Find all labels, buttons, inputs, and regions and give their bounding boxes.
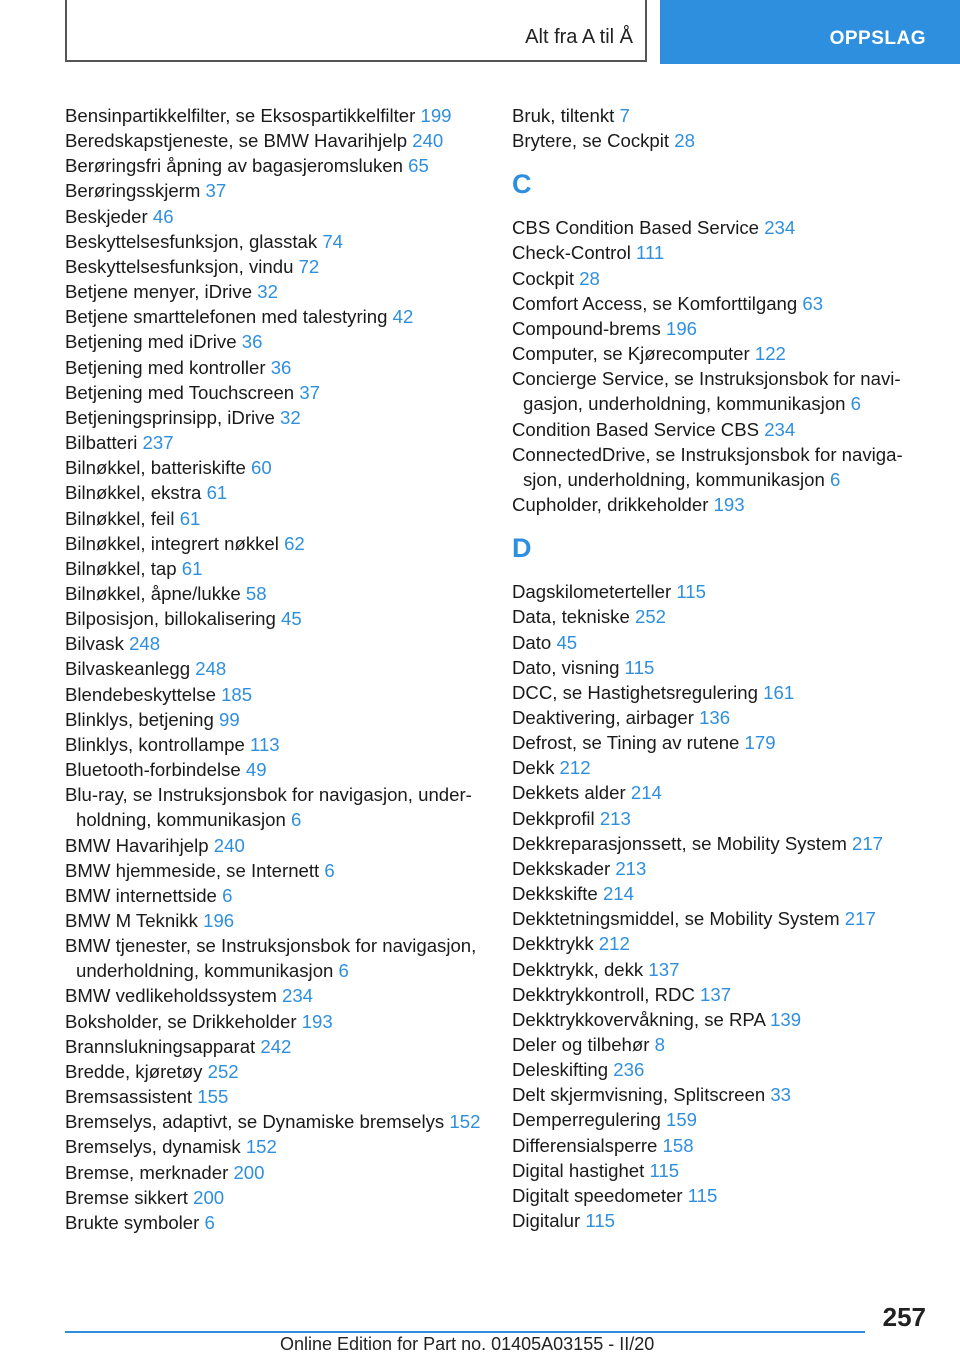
index-entry-term: Dekkets alder — [512, 782, 626, 804]
index-entry-page-link[interactable]: 111 — [636, 242, 665, 264]
index-entry-term: Deler og tilbehør — [512, 1034, 650, 1055]
index-entry-term: Concierge Service, se Instruksjonsbok for navigasjon, underholdning, kommunikasjon — [512, 368, 901, 415]
index-entry-term: Betjening med Touchscreen — [65, 381, 295, 403]
index-entry-page-link[interactable]: 214 — [630, 782, 662, 804]
index-entry — [65, 329, 485, 354]
index-entry-term: Computer, se Kjørecomputer — [512, 343, 750, 365]
index-entry-term: Compound-brems — [512, 317, 661, 339]
index-entry-page-link[interactable]: 65 — [408, 155, 429, 177]
index-entry-term: Dekk — [512, 757, 555, 779]
index-entry-term: Bremsassistent — [65, 1086, 193, 1108]
index-column-left — [65, 103, 485, 1235]
index-entry-page-link[interactable]: 6 — [204, 1211, 215, 1233]
index-entry-term: Bilnøkkel, batteriskifte — [65, 457, 246, 479]
index-entry-term: CBS Condition Based Service — [512, 217, 760, 239]
index-entry-term: Dekktrykk — [512, 933, 594, 955]
index-entry — [65, 757, 485, 782]
index-entry-page-link[interactable]: 155 — [197, 1086, 229, 1108]
page-number: 257 — [882, 1302, 926, 1332]
index-entry-page-link[interactable]: 179 — [744, 732, 776, 754]
index-entry-term: Bremse sikkert — [65, 1186, 188, 1208]
index-entry-term: Bremselys, dynamisk — [65, 1136, 241, 1158]
index-entry-page-link[interactable]: 217 — [844, 908, 876, 930]
index-entry-term: Bredde, kjøretøy — [65, 1060, 203, 1082]
index-entry-page-link[interactable]: 32 — [257, 281, 278, 303]
index-entry — [65, 455, 485, 480]
index-entry — [512, 630, 917, 655]
index-entry — [512, 266, 917, 291]
index-entry-term: Bilbatteri — [65, 432, 138, 454]
index-entry-term: BMW vedlikeholdssystem — [65, 985, 277, 1007]
index-entry — [65, 380, 485, 405]
index-entry-page-link[interactable]: 62 — [284, 532, 305, 554]
index-entry-page-link[interactable]: 46 — [152, 205, 174, 227]
index-entry-term: Condition Based Service CBS — [512, 418, 760, 440]
index-entry — [512, 680, 917, 705]
index-entry-page-link[interactable]: 234 — [764, 418, 796, 440]
index-entry — [65, 606, 485, 631]
index-entry-term: Berøringsfri åpning av bagasjeromsluken — [65, 155, 403, 177]
index-entry-term: Bilnøkkel, integrert nøkkel — [65, 532, 279, 554]
index-entry — [512, 906, 917, 931]
index-entry-page-link[interactable]: 252 — [207, 1060, 239, 1082]
index-entry-page-link[interactable]: 37 — [299, 381, 320, 403]
index-entry-term: Check-Control — [512, 242, 631, 264]
index-entry-page-link[interactable]: 139 — [770, 1008, 802, 1030]
index-entry-term: Deleskifting — [512, 1059, 609, 1081]
index-entry-page-link[interactable]: 61 — [206, 482, 228, 504]
index-entry — [512, 417, 917, 442]
index-entry-page-link[interactable]: 196 — [666, 317, 698, 339]
index-entry-term: Blendebeskyttelse — [65, 683, 216, 705]
index-entry-term: Dekkreparasjonssett, se Mobility System — [512, 832, 847, 854]
index-entry — [512, 1133, 917, 1158]
index-entry — [65, 1059, 485, 1084]
index-entry — [512, 291, 917, 316]
index-entry-page-link[interactable]: 213 — [615, 857, 647, 879]
index-entry-term: Brytere, se Cockpit — [512, 130, 670, 152]
index-entry — [512, 1007, 917, 1032]
index-entry-page-link[interactable]: 115 — [649, 1159, 680, 1181]
index-entry-term: Dekktrykk, dekk — [512, 958, 644, 980]
index-entry-term: BMW hjemmeside, se Internett — [65, 859, 320, 881]
index-entry-term: Dagskilometerteller — [512, 581, 672, 603]
index-entry-page-link[interactable]: 45 — [281, 608, 302, 630]
index-entry-page-link[interactable]: 6 — [222, 884, 233, 906]
index-entry — [65, 355, 485, 380]
index-entry-page-link[interactable]: 217 — [851, 832, 884, 854]
index-entry-page-link[interactable]: 137 — [648, 958, 680, 980]
index-entry — [512, 1208, 917, 1233]
index-entry-page-link[interactable]: 193 — [301, 1010, 333, 1032]
index-entry-page-link[interactable]: 6 — [850, 393, 862, 415]
index-entry-term: Deaktivering, airbager — [512, 706, 694, 728]
index-entry-term: Beskyttelsesfunksjon, glasstak — [65, 230, 318, 252]
index-entry-page-link[interactable]: 212 — [598, 933, 630, 955]
index-entry — [65, 506, 485, 531]
index-entry — [65, 581, 485, 606]
index-entry-page-link[interactable]: 122 — [754, 343, 786, 365]
footer-edition-text: Online Edition for Part no. 01405A03155 - II/20 — [280, 1334, 655, 1354]
index-entry-page-link[interactable]: 45 — [556, 631, 578, 653]
section-letter-c: C — [512, 169, 532, 200]
index-entry — [512, 730, 917, 755]
index-entry-page-link[interactable]: 33 — [770, 1084, 792, 1106]
index-entry-page-link[interactable]: 60 — [251, 457, 272, 479]
index-entry — [65, 732, 485, 757]
index-entry-page-link[interactable]: 72 — [298, 255, 320, 277]
index-entry — [512, 366, 917, 416]
index-entry-page-link[interactable]: 159 — [666, 1109, 698, 1131]
index-entry — [512, 881, 917, 906]
index-entry-page-link[interactable]: 74 — [322, 230, 344, 252]
index-entry-page-link[interactable]: 7 — [619, 105, 630, 126]
index-entry — [65, 883, 485, 908]
index-entry-term: Beskjeder — [65, 205, 148, 227]
index-entry-page-link[interactable]: 36 — [241, 331, 263, 353]
index-entry — [512, 240, 917, 265]
index-entry-page-link[interactable]: 242 — [260, 1035, 292, 1057]
index-entry-term: Demperregulering — [512, 1109, 661, 1131]
index-entry-term: Berøringsskjerm — [65, 180, 201, 202]
index-entry-term: Bremse, merknader — [65, 1161, 229, 1183]
index-entry-page-link[interactable]: 213 — [599, 807, 631, 829]
index-entry — [65, 1009, 485, 1034]
index-entry — [65, 1084, 485, 1109]
index-entry — [512, 492, 917, 517]
index-entry-page-link[interactable]: 99 — [219, 708, 240, 730]
index-entry — [512, 1158, 917, 1183]
index-entry-term: Bilvaskeanlegg — [65, 658, 191, 680]
index-entry-term: Bluetooth-forbindelse — [65, 759, 241, 781]
index-entry-term: Bilnøkkel, ekstra — [65, 482, 202, 504]
index-entry-page-link[interactable]: 49 — [245, 759, 267, 781]
index-entry-term: Boksholder, se Drikkeholder — [65, 1010, 297, 1032]
index-entry — [65, 556, 485, 581]
index-entry — [512, 1057, 917, 1082]
index-entry-term: Bilnøkkel, tap — [65, 557, 177, 579]
index-entry-page-link[interactable]: 115 — [676, 581, 706, 603]
index-entry-page-link[interactable]: 28 — [674, 130, 695, 152]
index-entry — [65, 908, 485, 933]
index-entry-page-link[interactable]: 237 — [142, 432, 174, 454]
index-entry-term: Betjeningsprinsipp, iDrive — [65, 406, 275, 428]
index-entry-page-link[interactable]: 236 — [613, 1059, 645, 1081]
index-entry-page-link[interactable]: 248 — [195, 658, 227, 680]
index-entry — [512, 755, 917, 780]
index-entry-page-link[interactable]: 6 — [829, 468, 841, 490]
index-entry-term: BMW Havarihjelp — [65, 834, 209, 856]
index-entry — [65, 1134, 485, 1159]
index-column-right — [512, 103, 917, 1233]
index-entry-page-link[interactable]: 113 — [249, 733, 280, 755]
index-entry — [65, 1109, 485, 1134]
index-entry-page-link[interactable]: 61 — [179, 507, 201, 529]
index-entry-term: Dekktrykkovervåkning, se RPA — [512, 1008, 765, 1030]
index-entry-term: Blinklys, kontrollampe — [65, 733, 245, 755]
index-entry-term: Bruk, tiltenkt — [512, 105, 615, 126]
index-entry — [65, 933, 485, 983]
index-entry-term: Comfort Access, se Komforttilgang — [512, 292, 798, 314]
index-entry-page-link[interactable]: 58 — [245, 582, 267, 604]
index-entry — [65, 430, 485, 455]
header-section-box — [65, 0, 647, 62]
index-entry-term: Dekkskifte — [512, 883, 598, 905]
index-entry — [65, 204, 485, 229]
index-entry — [512, 705, 917, 730]
index-entry-term: Dato, visning — [512, 656, 620, 678]
index-entry — [65, 279, 485, 304]
index-entry-page-link[interactable]: 193 — [713, 494, 745, 516]
index-entry-page-link[interactable]: 6 — [338, 960, 349, 982]
index-entry-term: Bilposisjon, billokalisering — [65, 608, 276, 630]
index-entry — [512, 579, 917, 604]
index-entry-page-link[interactable]: 136 — [699, 706, 731, 728]
index-entry-term: Dekkprofil — [512, 807, 595, 829]
index-entry-term: Betjene smarttelefonen med talestyring — [65, 306, 388, 328]
index-entry-page-link[interactable]: 61 — [181, 557, 203, 579]
index-entry — [65, 178, 485, 203]
index-entry-term: Bremselys, adaptivt, se Dynamiske bremselys — [65, 1111, 445, 1133]
index-entry-page-link[interactable]: 196 — [203, 910, 235, 931]
index-entry — [65, 254, 485, 279]
index-entry-page-link[interactable]: 252 — [635, 606, 667, 628]
index-entry-page-link[interactable]: 161 — [763, 681, 795, 703]
index-entry — [512, 780, 917, 805]
index-entry-page-link[interactable]: 37 — [205, 180, 227, 202]
index-entry-page-link[interactable]: 152 — [449, 1111, 481, 1133]
index-entry — [512, 806, 917, 831]
index-entry — [512, 1107, 917, 1132]
index-entry-term: Betjene menyer, iDrive — [65, 281, 253, 303]
index-entry — [65, 858, 485, 883]
index-entry — [65, 983, 485, 1008]
index-entry-page-link[interactable]: 200 — [193, 1186, 225, 1208]
index-entry — [512, 128, 917, 153]
index-entry-term: Cupholder, drikkeholder — [512, 494, 709, 516]
index-entry-term: Differensialsperre — [512, 1134, 658, 1156]
index-entry — [512, 655, 917, 680]
index-entry — [65, 480, 485, 505]
index-entry-term: Delt skjermvisning, Splitscreen — [512, 1084, 766, 1106]
index-entry-page-link[interactable]: 8 — [654, 1034, 665, 1055]
index-entry — [512, 957, 917, 982]
index-entry-term: Betjening med iDrive — [65, 331, 237, 353]
index-entry-term: Dato — [512, 631, 552, 653]
index-entry — [512, 442, 917, 492]
index-entry-term: Bilnøkkel, åpne/lukke — [65, 582, 241, 604]
index-entry-term: BMW M Teknikk — [65, 910, 198, 931]
index-entry-page-link[interactable]: 6 — [324, 859, 335, 881]
index-entry-page-link[interactable]: 63 — [802, 292, 824, 314]
index-entry-page-link[interactable]: 234 — [764, 217, 796, 239]
index-entry-term: Cockpit — [512, 267, 575, 289]
index-entry-page-link[interactable]: 115 — [585, 1210, 616, 1232]
index-entry-page-link[interactable]: 36 — [270, 356, 292, 378]
index-entry-page-link[interactable]: 137 — [700, 983, 732, 1005]
section-letter-d: D — [512, 533, 532, 564]
index-entry — [512, 1082, 917, 1107]
index-entry — [512, 1032, 917, 1057]
index-entry — [65, 1034, 485, 1059]
index-entry-page-link[interactable]: 185 — [221, 683, 253, 705]
index-entry-term: Digitalt speedometer — [512, 1184, 683, 1206]
index-entry — [512, 1183, 917, 1208]
index-entry-term: Betjening med kontroller — [65, 356, 266, 378]
index-entry — [512, 831, 917, 856]
index-entry — [65, 782, 485, 832]
index-entry-term: Brukte symboler — [65, 1211, 200, 1233]
index-entry-term: Defrost, se Tining av rutene — [512, 732, 740, 754]
index-entry-term: BMW tjenester, se Instruksjonsbok for navigasjon, underholdning, kommunikasjon — [65, 935, 477, 982]
index-entry-term: BMW internettside — [65, 884, 217, 906]
index-entry-term: Blinklys, betjening — [65, 708, 214, 730]
index-entry — [512, 341, 917, 366]
index-entry — [65, 707, 485, 732]
index-entry — [512, 103, 917, 128]
index-entry-term: Blu-ray, se Instruksjonsbok for navigasjon, underholdning, kommunikasjon — [65, 784, 472, 831]
index-entry — [65, 103, 485, 128]
index-entry-term: Digitalur — [512, 1210, 581, 1232]
index-entry-term: Beredskapstjeneste, se BMW Havarihjelp — [65, 130, 408, 152]
index-entry-page-link[interactable]: 42 — [392, 306, 414, 328]
index-entry — [512, 856, 917, 881]
index-entry-term: Digital hastighet — [512, 1159, 645, 1181]
index-entry-term: DCC, se Hastighetsregulering — [512, 681, 758, 703]
index-entry-term: Dekkskader — [512, 857, 611, 879]
index-entry — [65, 833, 485, 858]
section-tab[interactable] — [660, 0, 960, 64]
index-entry-page-link[interactable]: 158 — [662, 1134, 694, 1156]
index-entry-term: ConnectedDrive, se Instruksjonsbok for navigasjon, underholdning, kommunikasjon — [512, 443, 903, 490]
index-entry-page-link[interactable]: 28 — [579, 267, 600, 289]
index-entry — [65, 631, 485, 656]
index-entry-term: Bensinpartikkelfilter, se Eksospartikkelfilter — [65, 105, 416, 126]
index-entry-page-link[interactable]: 6 — [291, 809, 302, 831]
index-entry — [512, 931, 917, 956]
index-entry — [65, 1185, 485, 1210]
index-entry-term: Brannslukningsapparat — [65, 1035, 256, 1057]
index-entry — [512, 215, 917, 240]
section-tab-label: OPPSLAG — [829, 28, 926, 49]
index-entry — [65, 531, 485, 556]
index-entry-page-link[interactable]: 240 — [412, 130, 444, 152]
index-entry-term: Bilvask — [65, 633, 124, 655]
index-entry — [65, 405, 485, 430]
index-entry-page-link[interactable]: 115 — [687, 1184, 718, 1206]
footer-divider — [65, 1331, 865, 1333]
index-entry-page-link[interactable]: 32 — [279, 406, 301, 428]
index-entry — [512, 982, 917, 1007]
index-entry — [65, 128, 485, 153]
index-entry-page-link[interactable]: 212 — [559, 757, 591, 779]
index-entry-page-link[interactable]: 199 — [420, 105, 452, 126]
index-entry — [65, 1210, 485, 1235]
index-entry-term: Data, tekniske — [512, 606, 630, 628]
section-title: Alt fra A til Å — [525, 26, 633, 48]
index-entry-page-link[interactable]: 152 — [245, 1136, 277, 1158]
index-entry-term: Bilnøkkel, feil — [65, 507, 175, 529]
index-entry — [65, 1160, 485, 1185]
index-entry — [65, 682, 485, 707]
index-entry-page-link[interactable]: 200 — [233, 1161, 265, 1183]
index-entry — [512, 316, 917, 341]
index-entry-page-link[interactable]: 115 — [624, 656, 655, 678]
index-entry — [65, 656, 485, 681]
index-entry — [512, 604, 917, 629]
index-entry — [65, 304, 485, 329]
index-entry-page-link[interactable]: 248 — [129, 633, 161, 655]
index-entry-page-link[interactable]: 240 — [213, 834, 245, 856]
index-entry-page-link[interactable]: 214 — [602, 883, 634, 905]
index-entry-term: Dekktrykkontroll, RDC — [512, 983, 695, 1005]
index-entry — [65, 229, 485, 254]
index-entry — [65, 153, 485, 178]
index-entry-page-link[interactable]: 234 — [282, 985, 314, 1007]
index-entry-term: Beskyttelsesfunksjon, vindu — [65, 255, 294, 277]
index-entry-term: Dekktetningsmiddel, se Mobility System — [512, 908, 840, 930]
